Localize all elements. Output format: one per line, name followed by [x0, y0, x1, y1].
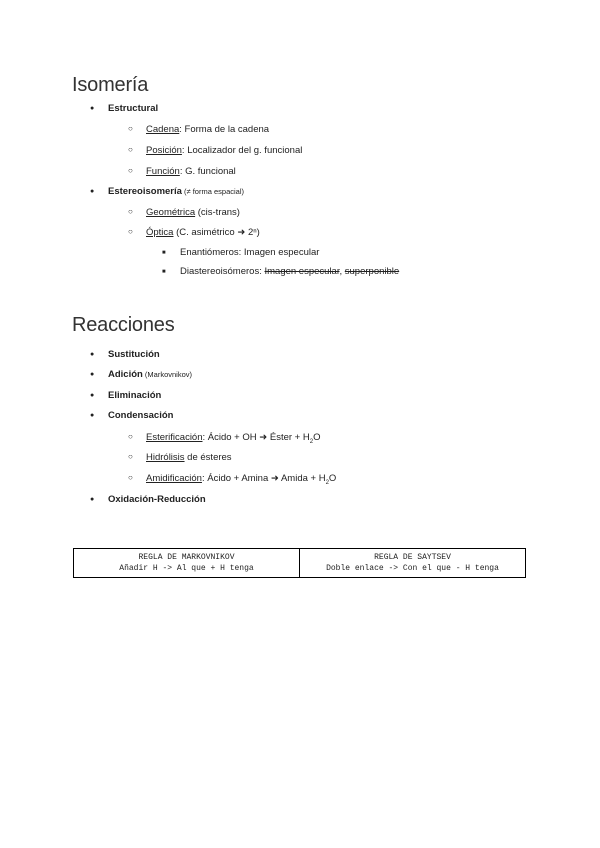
bullet-icon [90, 186, 108, 199]
list-item-esterificacion [128, 432, 320, 448]
list-item-eliminacion [90, 390, 161, 403]
bullet-icon [90, 103, 108, 116]
desc-amidificacion: : Ácido + Amina ➜ Amida + H [201, 473, 326, 484]
desc-cadena: : Forma de la cadena [179, 124, 270, 135]
estereo-note: (≠ forma espacial) [181, 187, 244, 196]
term-hidrolisis: Hidrólisis [146, 452, 185, 463]
list-item-hidrolisis [128, 452, 232, 464]
isomeria-heading: Isomería [72, 74, 149, 96]
markovnikov-cell [74, 549, 300, 578]
circle-bullet-icon [128, 145, 146, 157]
desc-esterificacion: : Ácido + OH ➜ Éster + H [202, 432, 310, 443]
item-label: Eliminación [108, 390, 162, 401]
term-geometrica: Geométrica [146, 207, 196, 218]
circle-bullet-icon [128, 432, 146, 444]
term-optica: Óptica [146, 227, 174, 238]
list-item-oxidacion-reduccion [90, 494, 206, 507]
list-item-posicion [128, 145, 302, 157]
adicion-note: (Markovnikov) [142, 370, 193, 379]
list-item-cadena [128, 124, 269, 136]
diastereo-strike-2: superponible [344, 266, 400, 277]
diastereo-sep: , [339, 266, 345, 277]
term-amidificacion: Amidificación [146, 473, 202, 484]
circle-bullet-icon [128, 473, 146, 485]
item-label: Condensación [108, 410, 174, 421]
desc-funcion: : G. funcional [179, 166, 236, 177]
saytsev-title: REGLA DE SAYTSEV [374, 553, 451, 562]
desc-hidrolisis: de ésteres [184, 452, 232, 463]
h2o-o: O [313, 432, 321, 443]
h2o-o: O [328, 473, 337, 484]
term-funcion: Función [146, 166, 180, 177]
bullet-icon [90, 390, 108, 403]
circle-bullet-icon [128, 124, 146, 136]
item-label: Estereoisomería [108, 186, 182, 197]
circle-bullet-icon [128, 227, 146, 239]
square-bullet-icon [162, 266, 180, 279]
term-cadena: Cadena [146, 124, 180, 135]
table-row [74, 549, 526, 578]
desc-optica: (C. asimétrico ➜ 2ⁿ) [173, 227, 260, 238]
item-label: Sustitución [108, 349, 160, 360]
circle-bullet-icon [128, 166, 146, 178]
saytsev-cell [300, 549, 526, 578]
reacciones-heading: Reacciones [72, 314, 175, 336]
term-esterificacion: Esterificación [146, 432, 203, 443]
diastereo-label: Diastereoisómeros: [180, 266, 265, 277]
markovnikov-title: REGLA DE MARKOVNIKOV [138, 553, 235, 562]
bullet-icon [90, 494, 108, 507]
circle-bullet-icon [128, 207, 146, 219]
bullet-icon [90, 369, 108, 382]
rules-table [73, 548, 526, 578]
item-label: Estructural [108, 103, 159, 114]
list-item-estructural [90, 103, 158, 116]
h2o-subscript: 2 [325, 479, 329, 486]
list-item-optica [128, 227, 260, 239]
enantiomeros-text: Enantiómeros: Imagen especular [180, 247, 320, 258]
item-label: Oxidación-Reducción [108, 494, 206, 505]
desc-geometrica: (cis-trans) [195, 207, 240, 218]
list-item-funcion [128, 166, 236, 178]
term-posicion: Posición [146, 145, 182, 156]
desc-posicion: : Localizador del g. funcional [181, 145, 303, 156]
bullet-icon [90, 410, 108, 423]
h2o-subscript: 2 [309, 438, 314, 445]
saytsev-text: Doble enlace -> Con el que - H tenga [326, 564, 499, 573]
markovnikov-text: Añadir H -> Al que + H tenga [119, 564, 254, 573]
diastereo-strike-1: Imagen especular [264, 266, 340, 277]
bullet-icon [90, 349, 108, 362]
list-item-adicion [90, 369, 192, 382]
item-label: Adición [108, 369, 143, 380]
list-item-geometrica [128, 207, 240, 219]
list-item-diastereoisomeros [162, 266, 399, 279]
circle-bullet-icon [128, 452, 146, 464]
square-bullet-icon [162, 247, 180, 260]
list-item-estereoisomeria [90, 186, 244, 199]
list-item-condensacion [90, 410, 173, 423]
list-item-enantiomeros [162, 247, 319, 260]
list-item-amidificacion [128, 473, 336, 489]
list-item-sustitucion [90, 349, 160, 362]
